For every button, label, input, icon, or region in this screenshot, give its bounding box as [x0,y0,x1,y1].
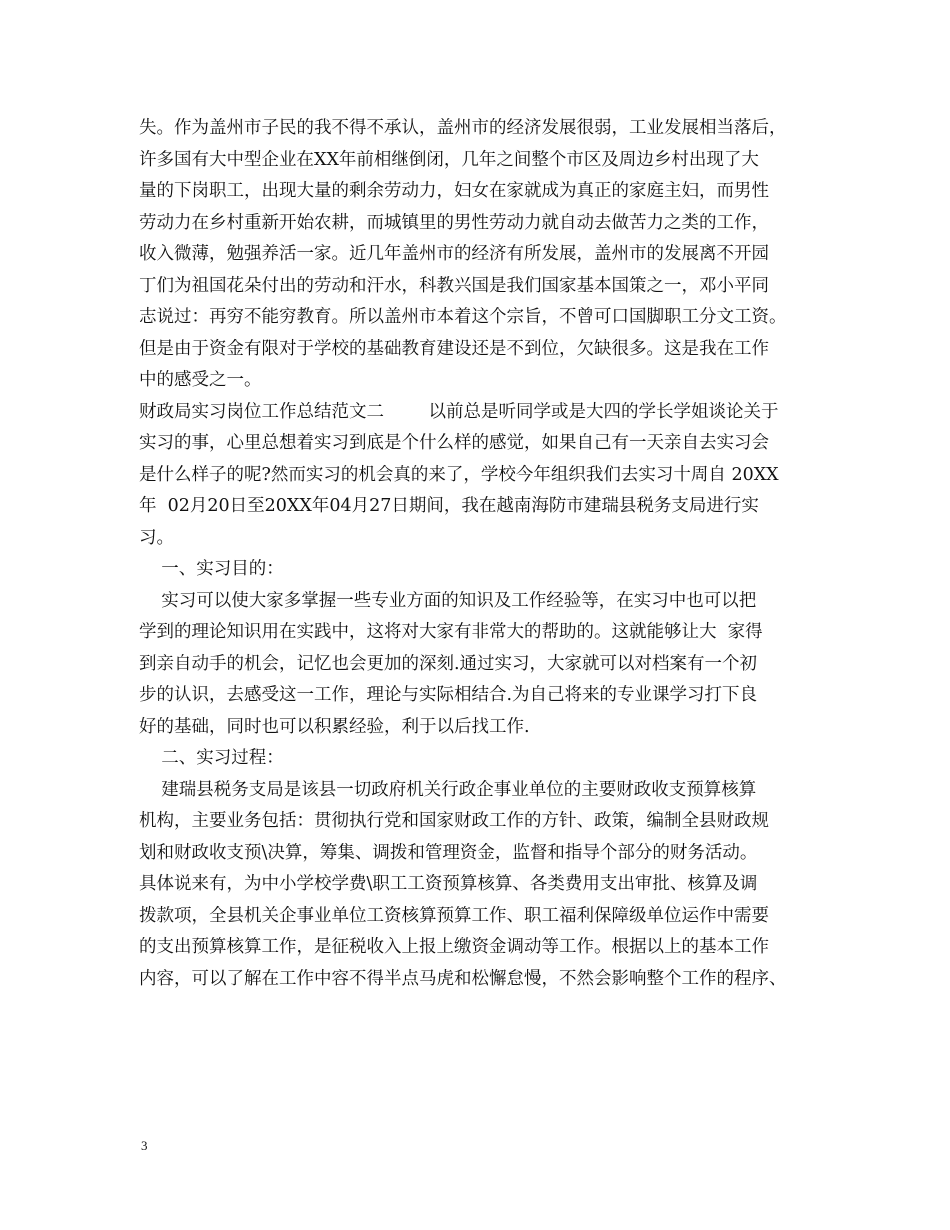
text-line: 好的基础，同时也可以积累经验，利于以后找工作. [139,716,530,737]
text-line: 中的感受之一。 [139,370,262,390]
text-line: 实习的事，心里总想着实习到底是个什么样的感觉，如果自己有一天亲自去实习会 [139,433,769,453]
text-line: 二、实习过程： [139,748,284,768]
text-line: 划和财政收支预\决算，筹集、调拨和管理资金，监督和指导个部分的财务活动。 [139,842,758,863]
text-line: 拨款项，全县机关企事业单位工资核算预算工作、职工福利保障级单位运作中需要 [139,905,769,926]
text-line: 内容，可以了解在工作中容不得半点马虎和松懈怠慢，不然会影响整个工作的程序、 [139,968,787,989]
text-line: 步的认识，去感受这一工作，理论与实际相结合.为自己将来的专业课学习打下良 [139,685,758,705]
text-line: 习。 [139,527,174,548]
text-line: 量的下岗职工，出现大量的剩余劳动力，妇女在家就成为真正的家庭主妇，而男性 [139,181,769,201]
text-line: 是什么样子的呢?然而实习的机会真的来了，学校今年组织我们去实习十周自 20XX [139,464,779,485]
text-line: 失。作为盖州市子民的我不得不承认，盖州市的经济发展很弱，工业发展相当落后， [139,118,787,138]
text-line: 丁们为祖国花朵付出的劳动和汗水，科教兴国是我们国家基本国策之一，邓小平同 [139,275,769,296]
text-line: 年 02月20日至20XX年04月27日期间，我在越南海防市建瑞县税务支局进行实 [139,496,759,516]
text-line: 机构，主要业务包括：贯彻执行党和国家财政工作的方针、政策，编制全县财政规 [139,811,769,831]
text-line: 许多国有大中型企业在XX年前相继倒闭，几年之间整个市区及周边乡村出现了大 [139,149,759,170]
text-line: 实习可以使大家多掌握一些专业方面的知识及工作经验等，在实习中也可以把 [139,590,757,611]
text-line: 财政局实习岗位工作总结范文二 以前总是听同学或是大四的学长学姐谈论关于 [139,401,779,422]
text-line: 具体说来有，为中小学校学费\职工工资预算核算、各类费用支出审批、核算及调 [139,874,758,894]
text-line: 学到的理论知识用在实践中，这将对大家有非常大的帮助的。这就能够让大 家得 [139,622,763,642]
text-line: 一、实习目的： [139,559,284,579]
text-line: 到亲自动手的机会，记忆也会更加的深刻.通过实习，大家就可以对档案有一个初 [139,653,758,674]
text-line: 但是由于资金有限对于学校的基础教育建设还是不到位，欠缺很多。这是我在工作 [139,338,769,359]
text-line: 劳动力在乡村重新开始农耕，而城镇里的男性劳动力就自动去做苦力之类的工作， [139,212,769,233]
text-line: 的支出预算核算工作，是征税收入上报上缴资金调动等工作。根据以上的基本工作 [139,937,769,957]
text-line: 建瑞县税务支局是该县一切政府机关行政企事业单位的主要财政收支预算核算 [139,779,757,800]
text-line: 志说过：再穷不能穷教育。所以盖州市本着这个宗旨，不曾可口国脚职工分文工资。 [139,307,787,327]
page-number: 3 [141,1138,148,1153]
text-line: 收入微薄，勉强养活一家。近几年盖州市的经济有所发展，盖州市的发展离不开园 [139,244,769,264]
